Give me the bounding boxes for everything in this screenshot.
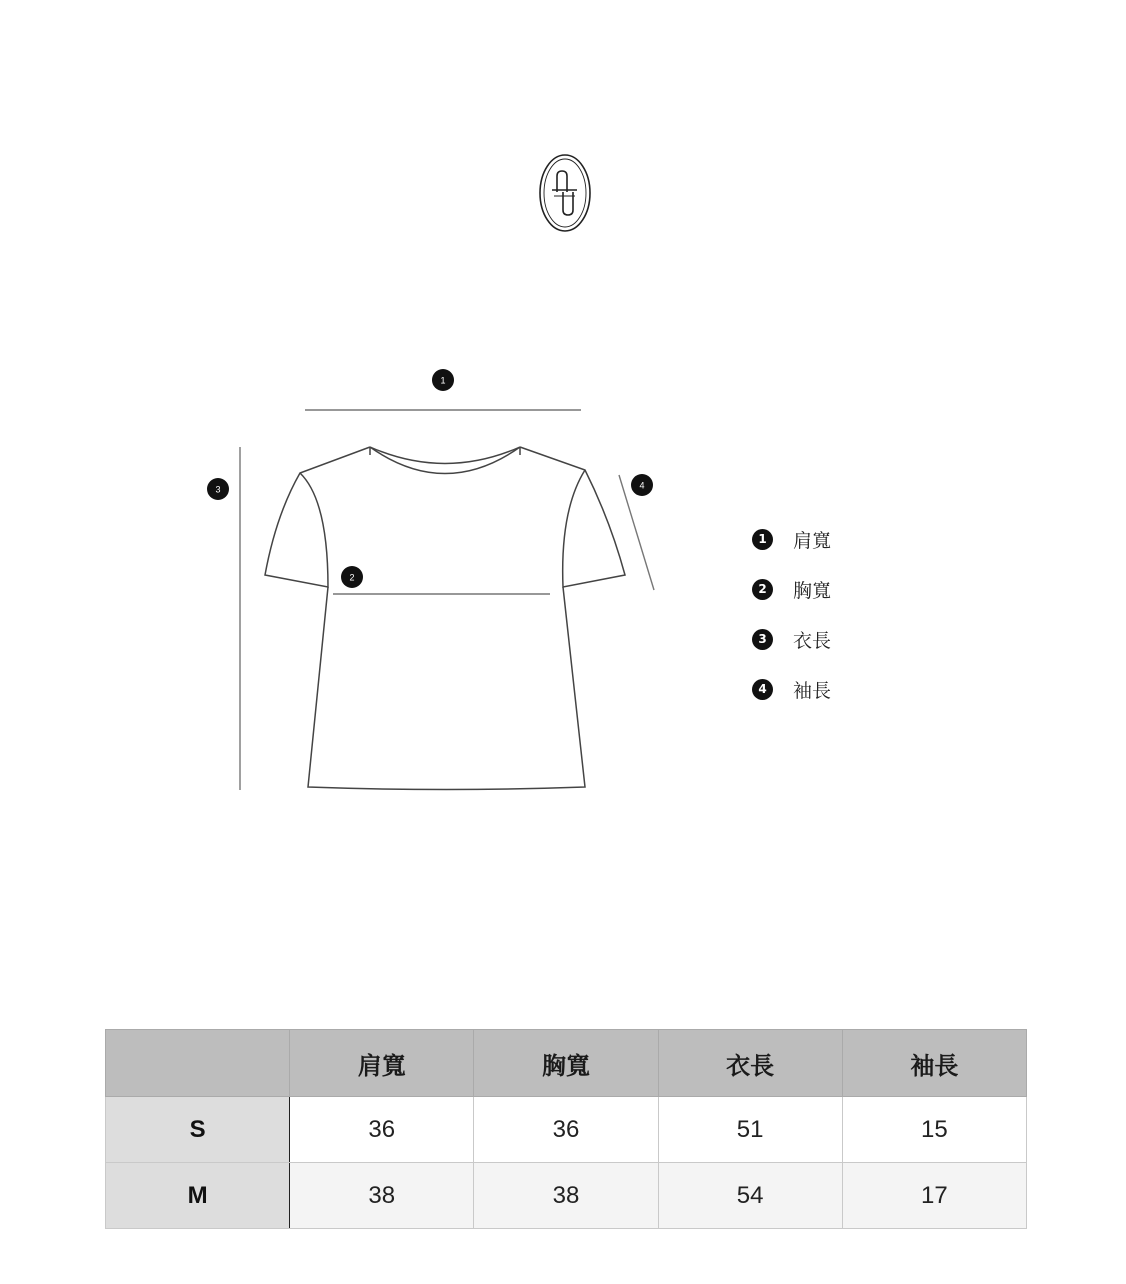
marker-number: 4 — [639, 480, 645, 491]
table-cell: 17 — [842, 1163, 1026, 1229]
marker-number: 1 — [440, 375, 446, 386]
marker-4 — [631, 474, 653, 496]
table-cell: 15 — [842, 1097, 1026, 1163]
header-sleeve: 袖長 — [842, 1030, 1026, 1097]
size-table — [105, 1029, 1027, 1229]
legend-label: 袖長 — [793, 679, 832, 702]
legend-number: 3 — [752, 629, 773, 650]
header-chest: 胸寬 — [474, 1030, 658, 1097]
table-cell: 38 — [290, 1163, 474, 1229]
legend-number: 4 — [752, 679, 773, 700]
table-cell: 51 — [658, 1097, 842, 1163]
table-row — [106, 1163, 1027, 1229]
legend-label: 胸寬 — [793, 579, 832, 602]
legend-label: 肩寬 — [793, 529, 832, 552]
table-corner-cell — [106, 1030, 290, 1097]
measure-lines — [240, 410, 654, 790]
tshirt-outline — [265, 447, 625, 790]
table-cell: 36 — [474, 1097, 658, 1163]
legend-item — [752, 614, 831, 664]
size-label: M — [106, 1163, 290, 1229]
marker-1 — [432, 369, 454, 391]
table-header-row — [106, 1030, 1027, 1097]
legend-label: 衣長 — [793, 629, 832, 652]
legend-number: 2 — [752, 579, 773, 600]
legend-item — [752, 664, 831, 714]
marker-number: 2 — [349, 572, 355, 583]
header-length: 衣長 — [658, 1030, 842, 1097]
marker-2 — [341, 566, 363, 588]
table-cell: 54 — [658, 1163, 842, 1229]
size-label: S — [106, 1097, 290, 1163]
table-cell: 38 — [474, 1163, 658, 1229]
measurement-legend — [752, 514, 831, 714]
legend-number: 1 — [752, 529, 773, 550]
header-shoulder: 肩寬 — [290, 1030, 474, 1097]
marker-3 — [207, 478, 229, 500]
table-row — [106, 1097, 1027, 1163]
legend-item — [752, 514, 831, 564]
marker-number: 3 — [215, 484, 221, 495]
monogram-logo-icon — [540, 155, 590, 231]
legend-item — [752, 564, 831, 614]
table-cell: 36 — [290, 1097, 474, 1163]
